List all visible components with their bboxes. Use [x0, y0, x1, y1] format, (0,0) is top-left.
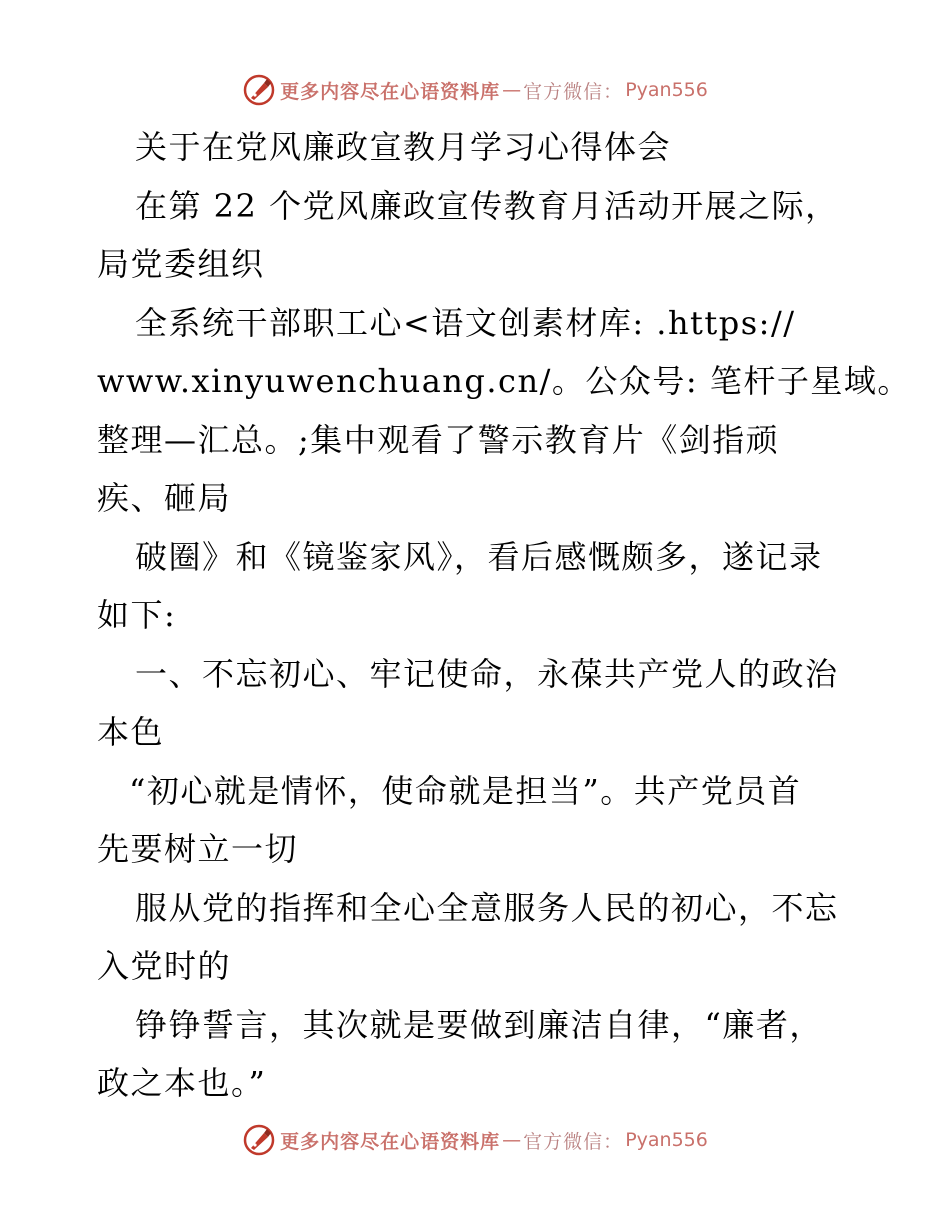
footer-banner: [0, 1120, 950, 1160]
paragraph-line: www.xinyuwenchuang.cn/。公众号: 笔杆子星域。: [97, 362, 911, 400]
paragraph-line: “初心就是情怀，使命就是担当”。共产党员首: [129, 771, 802, 810]
paragraph-line: 在第 22 个党风廉政宣传教育月活动开展之际，: [135, 186, 839, 225]
paragraph-line: 服从党的指挥和全心全意服务人民的初心，不忘: [135, 888, 839, 927]
banner-dash: —: [502, 79, 522, 101]
banner-wechat-id: Pyan556: [625, 1129, 708, 1151]
document-title: 关于在党风廉政宣教月学习心得体会: [135, 128, 672, 166]
paragraph-line: 疾、砸局: [97, 479, 232, 517]
document-body: [97, 118, 911, 1113]
section-heading: 一、不忘初心、牢记使命，永葆共产党人的政治: [135, 654, 839, 693]
banner-label: 官方微信：: [523, 80, 624, 103]
banner-wechat-id: Pyan556: [625, 79, 708, 101]
pen-nib-logo-icon: [242, 73, 276, 107]
paragraph-line: 局党委组织: [97, 245, 265, 283]
paragraph-line: 破圈》和《镜鉴家风》，看后感慨颇多，遂记录: [135, 537, 823, 576]
paragraph-line: 政之本也。”: [97, 1064, 267, 1102]
banner-text: 更多内容尽在心语资料库: [280, 80, 501, 103]
paragraph-line: 全系统干部职工心<语文创素材库: .https://: [135, 303, 796, 342]
paragraph-line: 铮铮誓言，其次就是要做到廉洁自律，“廉者，: [135, 1005, 823, 1044]
banner-text: 更多内容尽在心语资料库: [280, 1130, 501, 1153]
paragraph-line: 先要树立一切: [97, 830, 299, 868]
section-heading-cont: 本色: [97, 713, 165, 751]
pen-nib-logo-icon: [242, 1123, 276, 1157]
header-banner: [0, 70, 950, 110]
banner-dash: —: [502, 1129, 522, 1151]
paragraph-line: 入党时的: [97, 947, 232, 985]
paragraph-line: 整理—汇总。;集中观看了警示教育片《剑指顽: [97, 420, 780, 459]
banner-label: 官方微信：: [523, 1130, 624, 1153]
paragraph-line: 如下:: [97, 596, 177, 634]
